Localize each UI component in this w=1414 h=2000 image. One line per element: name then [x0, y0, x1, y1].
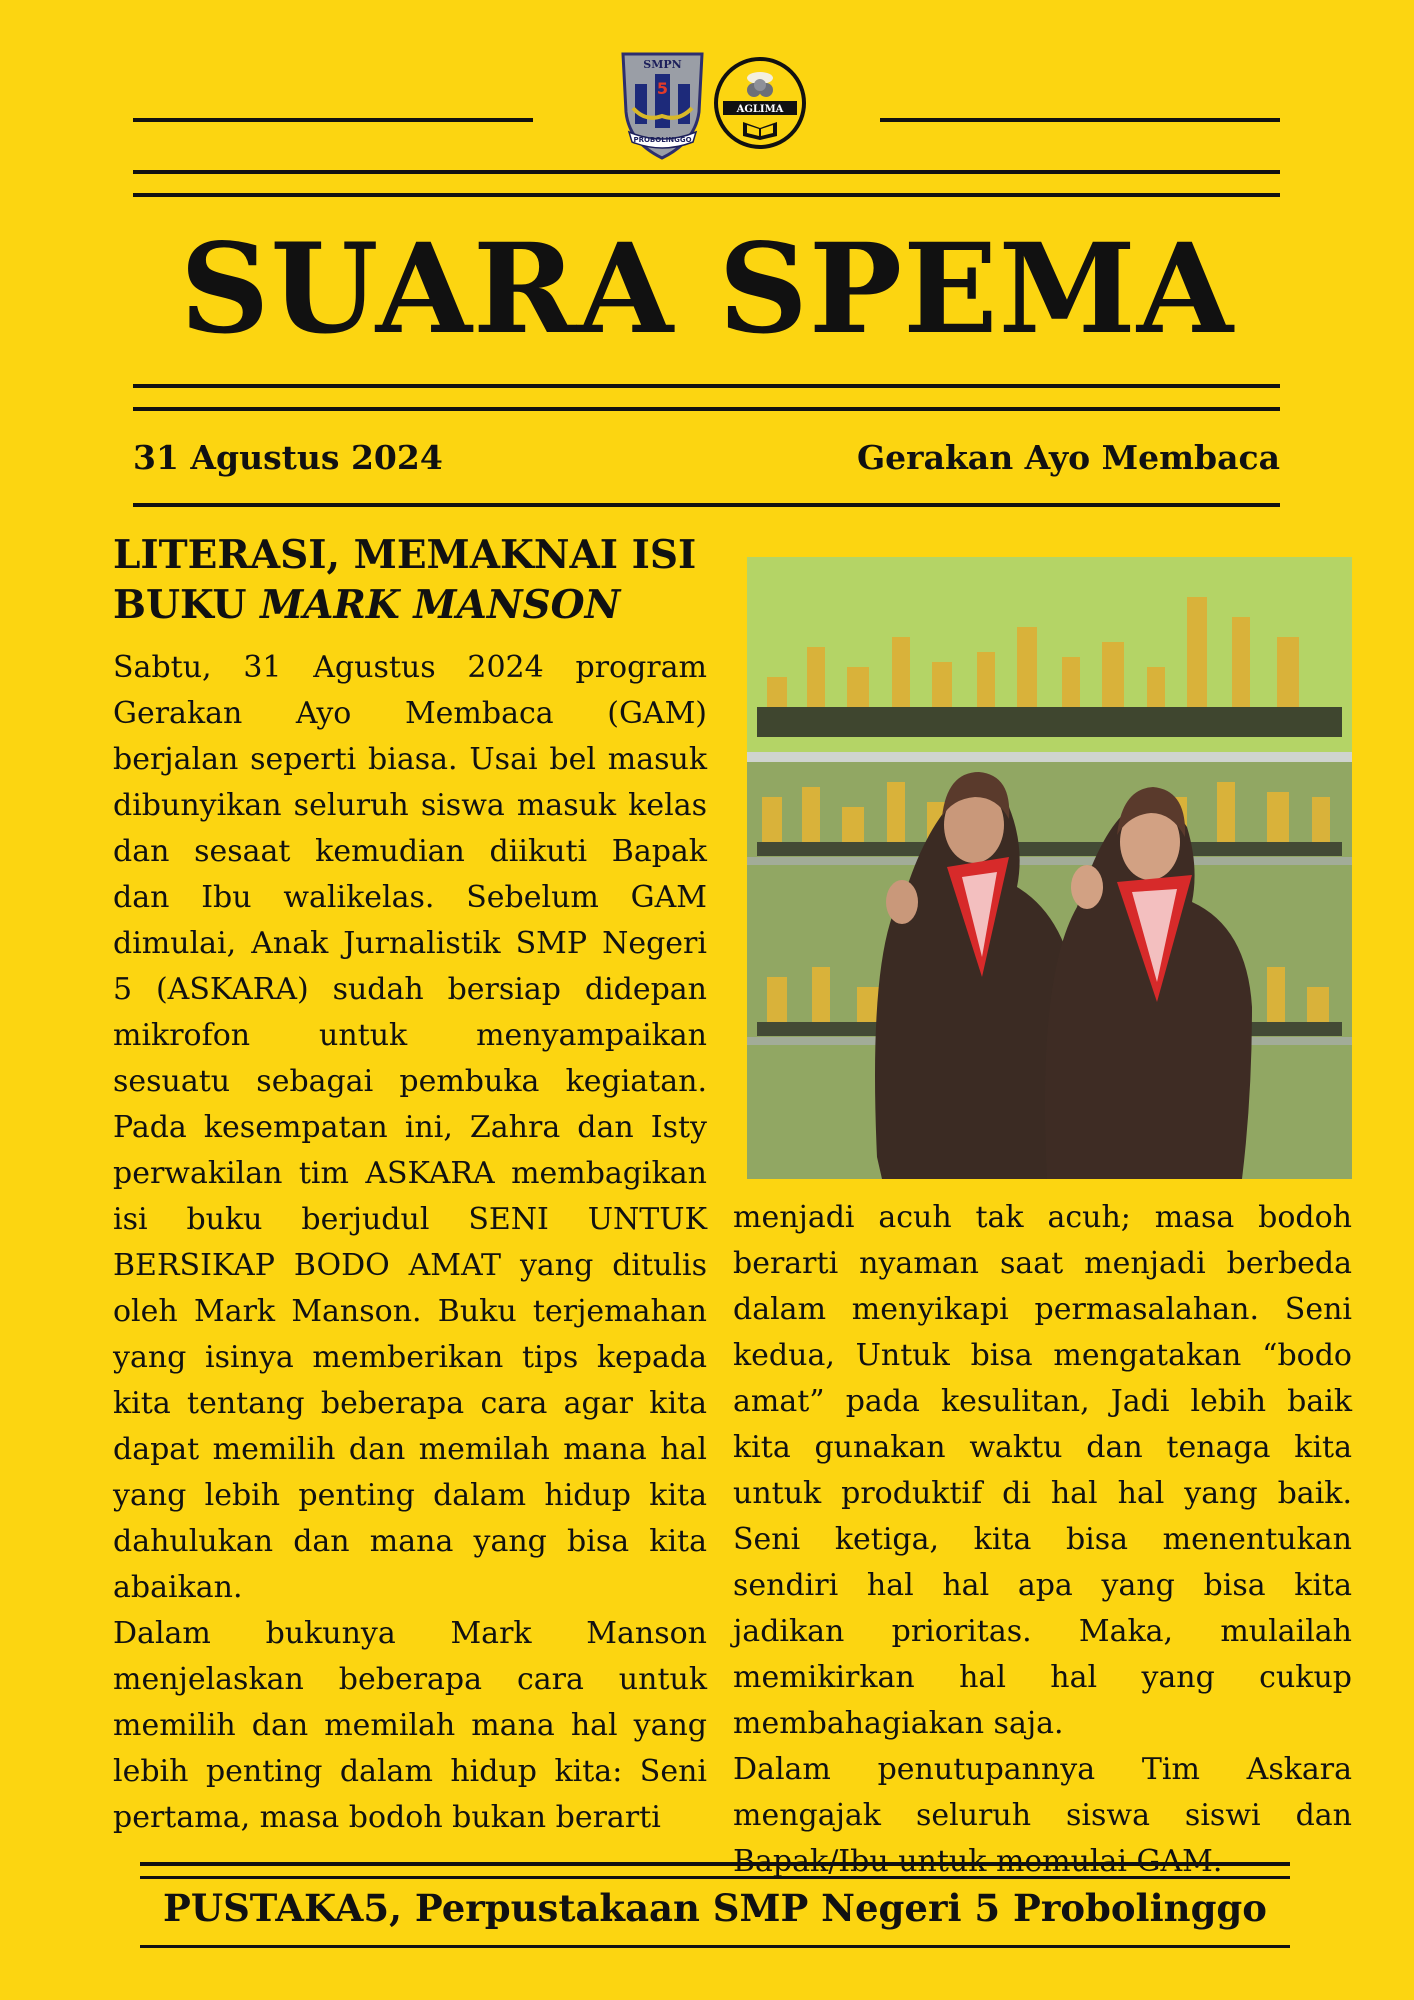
article-paragraph-3: menjadi acuh tak acuh; masa bodoh berarti nyaman saat menjadi berbeda dalam menyikapi permasalahan. Seni kedua, Untuk bisa mengatakan “bodo amat” pada kesulitan, Jadi lebih baik kita gunakan waktu dan tenaga kita untuk produktif di hal hal yang baik. Seni ketiga, kita bisa menentukan sendiri hal hal apa yang bisa kita jadikan prioritas. Maka, mulailah memikirkan hal hal yang cukup membahagiakan saja. — [733, 1200, 1352, 1741]
aglima-logo-text: AGLIMA — [736, 104, 784, 115]
aglima-logo — [713, 56, 807, 150]
trophy-room-photo — [747, 557, 1352, 1179]
footer-rule-top-1 — [140, 1862, 1290, 1866]
article-column-2 — [733, 1195, 1352, 1885]
article-column-1 — [113, 645, 707, 1841]
header-rule-right — [880, 118, 1280, 122]
school-logo-city-text: PROBOLINGGO — [633, 136, 692, 144]
program-name: Gerakan Ayo Membaca — [857, 438, 1280, 477]
logo-group — [615, 48, 810, 168]
article-paragraph-2: Dalam bukunya Mark Manson menjelaskan beberapa cara untuk memilih dan memilah mana hal yang lebih penting dalam hidup kita: Seni pertama, masa bodoh bukan berarti — [113, 1616, 707, 1835]
header-rule-double-bottom — [133, 193, 1280, 197]
school-logo-top-text: SMPN — [643, 58, 682, 71]
headline-plain: LITERASI, MEMAKNAI ISI BUKU — [113, 532, 697, 628]
masthead-title: SUARA SPEMA — [179, 217, 1235, 362]
footer-text: PUSTAKA5, Perpustakaan SMP Negeri 5 Probolinggo — [163, 1886, 1267, 1930]
footer-rule-top-2 — [140, 1876, 1290, 1879]
article-paragraph-1: Sabtu, 31 Agustus 2024 program Gerakan Ayo Membaca (GAM) berjalan seperti biasa. Usai bel masuk dibunyikan seluruh siswa masuk kelas dan sesaat kemudian diikuti Bapak dan Ibu walikelas. Sebelum GAM dimulai, Anak Jurnalistik SMP Negeri 5 (ASKARA) sudah bersiap didepan mikrofon untuk menyampaikan sesuatu sebagai pembuka kegiatan. Pada kesempatan ini, Zahra dan Isty perwakilan tim ASKARA membagikan isi buku berjudul SENI UNTUK BERSIKAP BODO AMAT yang ditulis oleh Mark Manson. Buku terjemahan yang isinya memberikan tips kepada kita tentang beberapa cara agar kita dapat memilih dan memilah mana hal yang lebih penting dalam hidup kita dahulukan dan mana yang bisa kita abaikan. — [113, 650, 707, 1605]
masthead-rule-bottom — [133, 407, 1280, 411]
article-headline — [113, 530, 713, 630]
footer-rule-bottom — [140, 1945, 1290, 1948]
header-rule-double-top — [133, 170, 1280, 174]
meta-rule — [133, 503, 1280, 507]
issue-date: 31 Agustus 2024 — [133, 438, 443, 477]
article-photo — [747, 557, 1352, 1179]
headline-italic: MARK MANSON — [260, 582, 621, 628]
article-paragraph-4: Dalam penutupannya Tim Askara mengajak seluruh siswa siswi dan — [733, 1752, 1352, 1833]
masthead-rule-top — [133, 384, 1280, 388]
school-logo — [615, 50, 710, 162]
header-rule-left — [133, 118, 533, 122]
school-logo-number: 5 — [656, 79, 669, 98]
